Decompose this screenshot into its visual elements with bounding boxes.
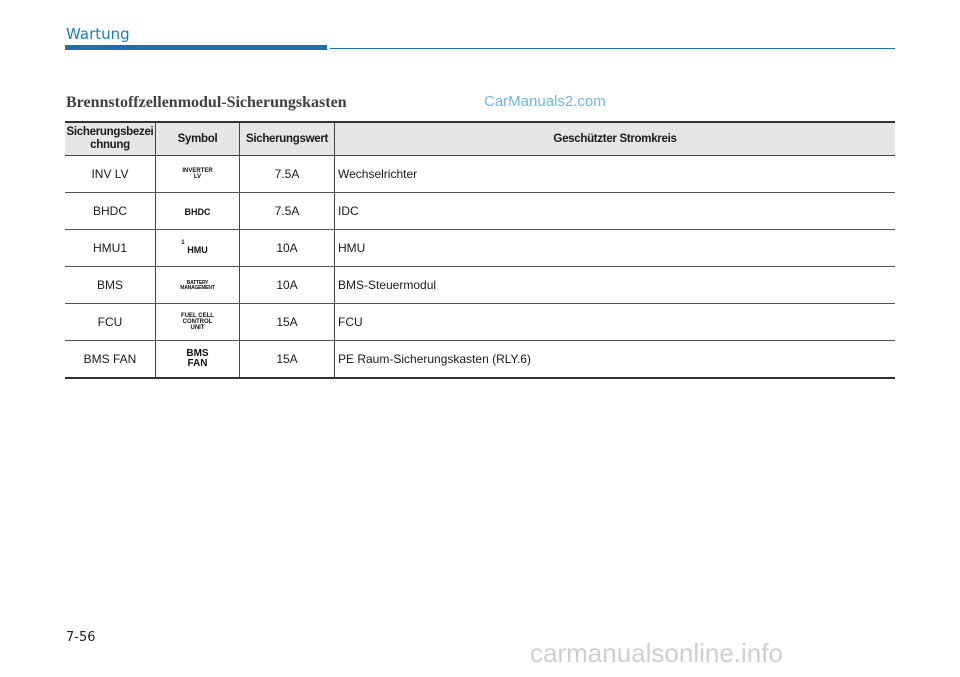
fuse-name: BMS — [65, 267, 156, 304]
table-header-row — [65, 122, 895, 156]
fuse-symbol-cell — [156, 341, 240, 379]
fuse-name: INV LV — [65, 156, 156, 193]
fuse-symbol-label: FUEL CELL CONTROL UNIT — [181, 312, 214, 331]
page-heading: Brennstoffzellenmodul-Sicherungskasten — [66, 94, 347, 111]
fuse-symbol-label: BATTERY MANAGEMENT — [180, 280, 215, 291]
fuse-symbol-label — [181, 240, 208, 255]
fuse-table — [65, 121, 895, 379]
fuse-symbol-cell — [156, 156, 240, 193]
col-header-fuse-rating: Sicherungswert — [240, 122, 335, 156]
fuse-symbol-label: BMS FAN — [186, 348, 209, 369]
fuse-rating: 7.5A — [240, 193, 335, 230]
header-rule-thick — [65, 45, 327, 50]
table-row — [65, 341, 895, 379]
fuse-symbol-label: INVERTER LV — [182, 168, 213, 180]
header-rule-thin — [330, 48, 895, 49]
col-header-protected-circuit: Geschützter Stromkreis — [335, 122, 896, 156]
fuse-symbol-cell — [156, 304, 240, 341]
protected-circuit: Wechselrichter — [335, 156, 896, 193]
watermark-top: CarManuals2.com — [484, 93, 606, 110]
fuse-symbol-cell — [156, 230, 240, 267]
fuse-rating: 10A — [240, 267, 335, 304]
fuse-rating: 10A — [240, 230, 335, 267]
watermark-bottom: carmanualsonline.info — [530, 638, 783, 668]
fuse-rating: 7.5A — [240, 156, 335, 193]
fuse-symbol-cell — [156, 193, 240, 230]
protected-circuit: PE Raum-Sicherungskasten (RLY.6) — [335, 341, 896, 379]
protected-circuit: BMS-Steuermodul — [335, 267, 896, 304]
table-row — [65, 230, 895, 267]
table-row — [65, 267, 895, 304]
fuse-name: BHDC — [65, 193, 156, 230]
section-title: Wartung — [66, 25, 130, 43]
page-number: 7-56 — [66, 630, 96, 645]
fuse-rating: 15A — [240, 341, 335, 379]
table-row — [65, 156, 895, 193]
protected-circuit: HMU — [335, 230, 896, 267]
fuse-symbol-text: HMU — [187, 245, 208, 255]
fuse-name: FCU — [65, 304, 156, 341]
fuse-name: BMS FAN — [65, 341, 156, 379]
col-header-symbol: Symbol — [156, 122, 240, 156]
fuse-symbol-cell — [156, 267, 240, 304]
fuse-rating: 15A — [240, 304, 335, 341]
table-row — [65, 304, 895, 341]
fuse-name: HMU1 — [65, 230, 156, 267]
protected-circuit: FCU — [335, 304, 896, 341]
protected-circuit: IDC — [335, 193, 896, 230]
fuse-symbol-superscript: 1 — [181, 240, 185, 246]
col-header-fuse-name: Sicherungsbezei chnung — [65, 122, 156, 156]
table-row — [65, 193, 895, 230]
fuse-symbol-label: BHDC — [184, 207, 211, 217]
